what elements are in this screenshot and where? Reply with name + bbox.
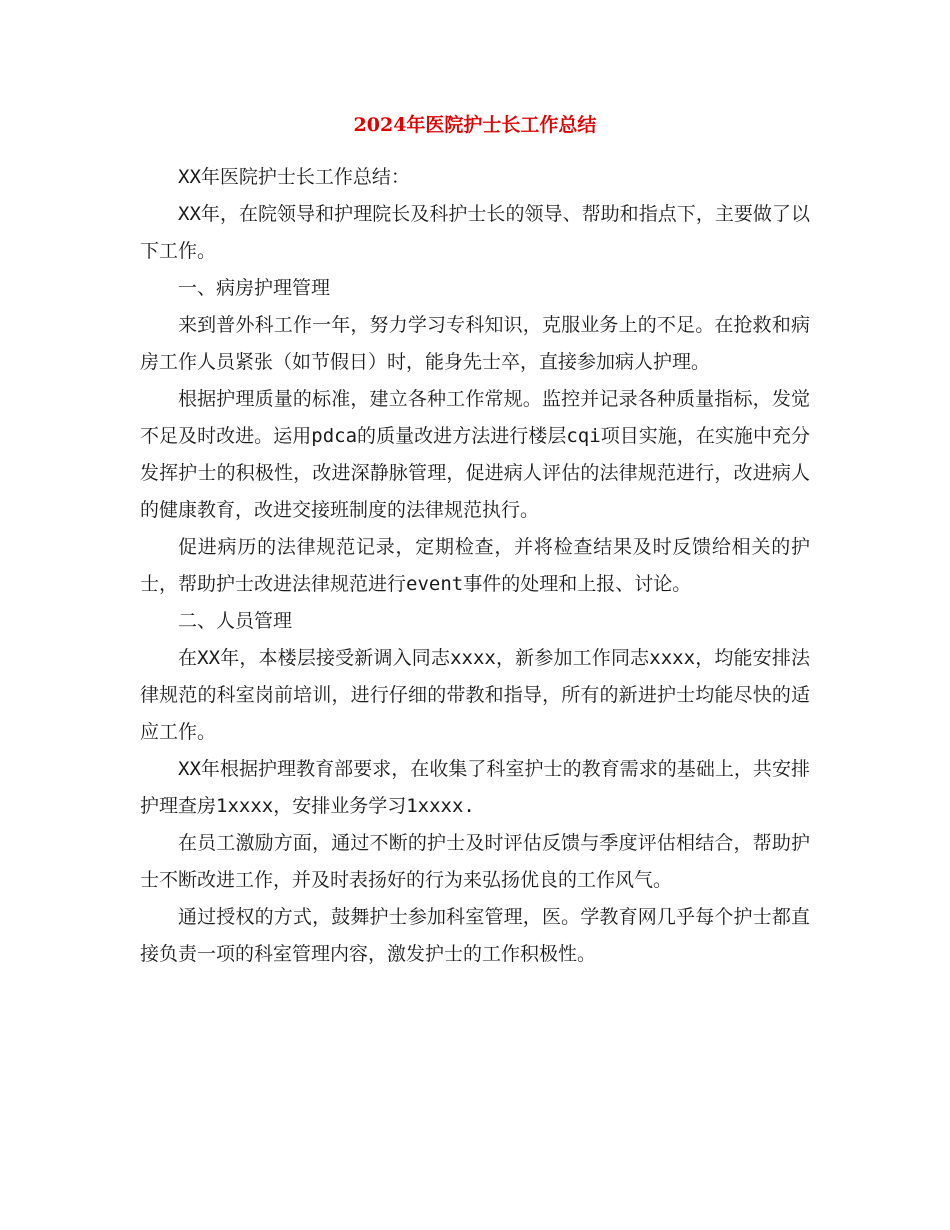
paragraph-new-staff: 在XX年，本楼层接受新调入同志xxxx，新参加工作同志xxxx，均能安排法律规范的科室岗前培训，进行仔细的带教和指导，所有的新进护士均能尽快的适应工作。 — [140, 647, 810, 743]
paragraph-motivation: 在员工激励方面，通过不断的护士及时评估反馈与季度评估相结合，帮助护士不断改进工作，并及时表扬好的行为来弘扬优良的工作风气。 — [140, 832, 810, 891]
document-body — [140, 159, 810, 973]
paragraph-ward-work: 来到普外科工作一年，努力学习专科知识，克服业务上的不足。在抢救和病房工作人员紧张（如节假日）时，能身先士卒，直接参加病人护理。 — [140, 314, 810, 373]
paragraph-overview: XX年，在院领导和护理院长及科护士长的领导、帮助和指点下，主要做了以下工作。 — [140, 203, 810, 262]
section-heading-personnel: 二、人员管理 — [178, 610, 293, 632]
paragraph-education: XX年根据护理教育部要求，在收集了科室护士的教育需求的基础上，共安排护理查房1xxxx，安排业务学习1xxxx. — [140, 758, 810, 817]
paragraph-medical-records: 促进病历的法律规范记录，定期检查，并将检查结果及时反馈给相关的护士，帮助护士改进法律规范进行event事件的处理和上报、讨论。 — [140, 536, 810, 595]
section-heading-ward-nursing: 一、病房护理管理 — [178, 277, 331, 299]
paragraph-intro: XX年医院护士长工作总结： — [178, 166, 410, 188]
paragraph-empowerment: 通过授权的方式，鼓舞护士参加科室管理，医。学教育网几乎每个护士都直接负责一项的科室管理内容，激发护士的工作积极性。 — [140, 906, 810, 965]
document-title: 2024年医院护士长工作总结 — [353, 114, 597, 136]
paragraph-quality-standards: 根据护理质量的标准，建立各种工作常规。监控并记录各种质量指标，发觉不足及时改进。运用pdca的质量改进方法进行楼层cqi项目实施，在实施中充分发挥护士的积极性，改进深静脉管理，促进病人评估的法律规范进行，改进病人的健康教育，改进交接班制度的法律规范执行。 — [140, 388, 810, 521]
